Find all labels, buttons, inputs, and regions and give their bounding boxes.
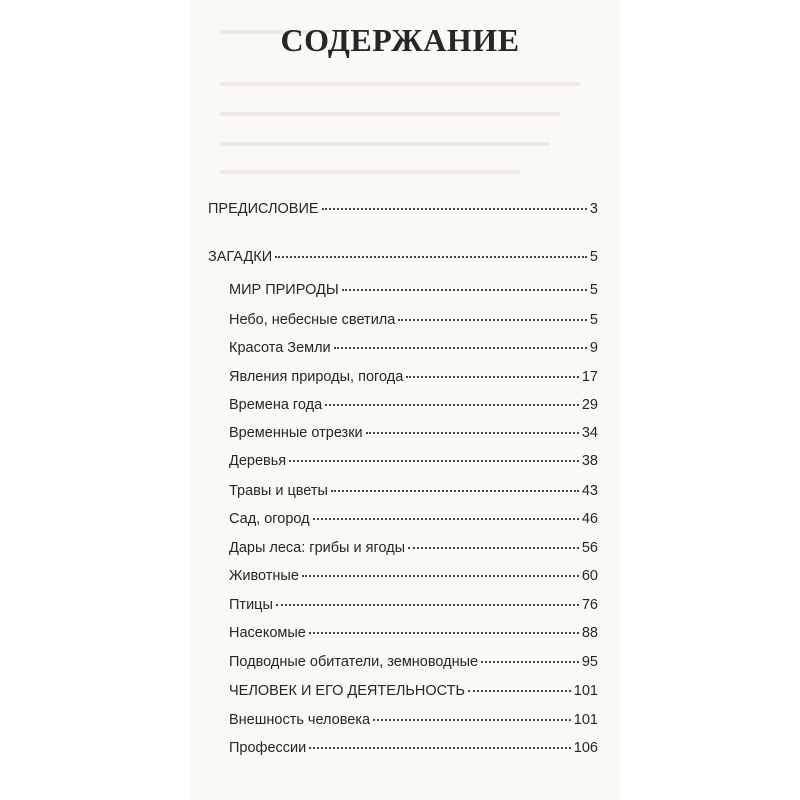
toc-entry-page-number: 76 [581, 597, 598, 613]
toc-entry-page-number: 95 [581, 654, 598, 670]
dot-leader [342, 289, 587, 291]
dot-leader [309, 632, 579, 634]
toc-entry-page-number: 5 [589, 282, 598, 298]
toc-entry-page-number: 56 [581, 540, 598, 556]
toc-entry [229, 653, 598, 671]
dot-leader [468, 690, 571, 692]
toc-entry-page-number: 101 [573, 712, 598, 728]
dot-leader [289, 460, 579, 462]
dot-leader [408, 547, 579, 549]
toc-entry-label: Сад, огород [229, 511, 310, 527]
toc-entry-label: ЗАГАДКИ [208, 249, 273, 265]
page-title: СОДЕРЖАНИЕ [280, 22, 520, 58]
toc-entry [229, 739, 598, 757]
toc-entry-label: Профессии [229, 740, 307, 756]
toc-entry [229, 624, 598, 642]
dot-leader [481, 661, 579, 663]
dot-leader [276, 604, 579, 606]
toc-entry-page-number: 38 [581, 453, 598, 469]
toc-entry-label: Насекомые [229, 625, 306, 641]
dot-leader [275, 256, 587, 258]
toc-entry-page-number: 88 [581, 625, 598, 641]
dot-leader [373, 719, 571, 721]
toc-entry-page-number: 60 [581, 568, 598, 584]
dot-leader [325, 404, 579, 406]
toc-entry [229, 682, 598, 700]
toc-entry-page-number: 17 [581, 369, 598, 385]
dot-leader [406, 376, 579, 378]
toc-entry [229, 539, 598, 557]
toc-entry [229, 510, 598, 528]
toc-entry [229, 452, 598, 470]
toc-entry-label: Травы и цветы [229, 483, 328, 499]
toc-entry-label: Дары леса: грибы и ягоды [229, 540, 406, 556]
toc-entry-page-number: 5 [589, 249, 598, 265]
dot-leader [309, 747, 571, 749]
toc-entry-page-number: 101 [573, 683, 598, 699]
toc-entry-page-number: 5 [589, 312, 598, 328]
toc-entry-page-number: 43 [581, 483, 598, 499]
toc-entry-label: Небо, небесные светила [229, 312, 396, 328]
toc-entry-page-number: 46 [581, 511, 598, 527]
dot-leader [366, 432, 579, 434]
dot-leader [302, 575, 579, 577]
toc-entry [229, 281, 598, 299]
toc-entry-label: Деревья [229, 453, 287, 469]
toc-entry [229, 368, 598, 386]
toc-entry [229, 596, 598, 614]
toc-entry [208, 200, 598, 218]
toc-entry-page-number: 106 [573, 740, 598, 756]
toc-entry-label: Животные [229, 568, 299, 584]
toc-entry-label: Явления природы, погода [229, 369, 404, 385]
toc-entry-label: Красота Земли [229, 340, 331, 356]
toc-entry [229, 339, 598, 357]
toc-entry-label: Птицы [229, 597, 273, 613]
dot-leader [331, 490, 579, 492]
toc-entry [229, 482, 598, 500]
toc-entry-label: Времена года [229, 397, 323, 413]
toc-entry-page-number: 3 [589, 201, 598, 217]
toc-entry [229, 396, 598, 414]
toc-entry-label: Внешность человека [229, 712, 371, 728]
toc-entry-label: ПРЕДИСЛОВИЕ [208, 201, 319, 217]
toc-entry [208, 248, 598, 266]
dot-leader [334, 347, 587, 349]
toc-entry [229, 311, 598, 329]
toc-entry-label: МИР ПРИРОДЫ [229, 282, 339, 298]
toc-entry-page-number: 34 [581, 425, 598, 441]
dot-leader [398, 319, 587, 321]
toc-entry [229, 567, 598, 585]
toc-entry-label: Подводные обитатели, земноводные [229, 654, 479, 670]
toc-entry-page-number: 9 [589, 340, 598, 356]
toc-entry [229, 424, 598, 442]
toc-entry-page-number: 29 [581, 397, 598, 413]
dot-leader [313, 518, 579, 520]
toc-entry-label: ЧЕЛОВЕК И ЕГО ДЕЯТЕЛЬНОСТЬ [229, 683, 466, 699]
toc-entry [229, 711, 598, 729]
toc-entry-label: Временные отрезки [229, 425, 363, 441]
dot-leader [322, 208, 587, 210]
